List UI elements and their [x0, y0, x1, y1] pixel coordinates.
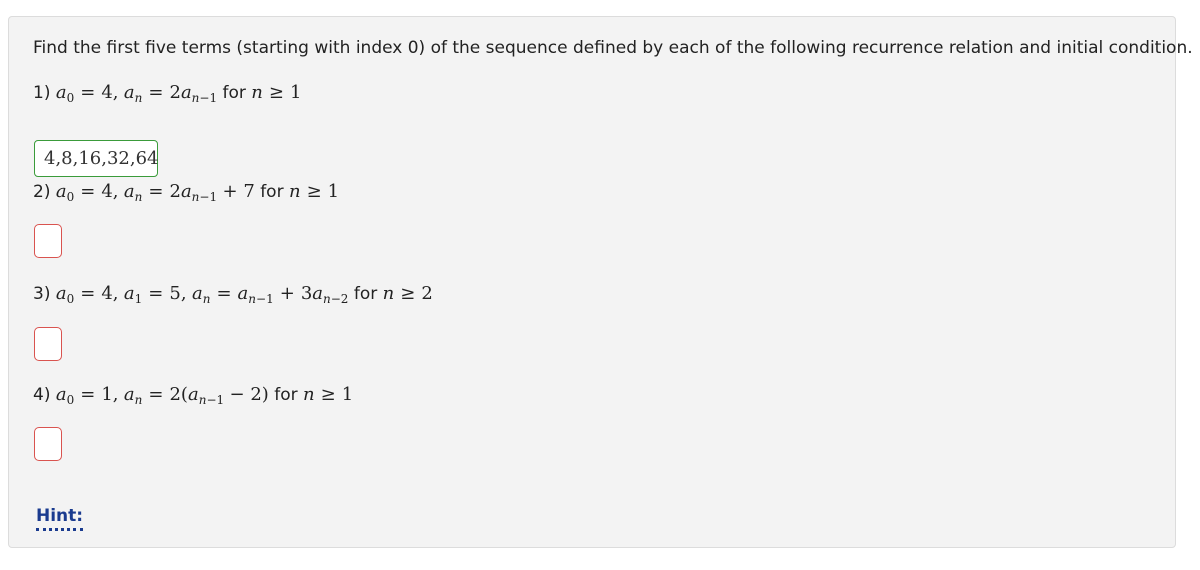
part-4-rule-tail: − 2) [229, 384, 269, 405]
part-4-answer-field[interactable] [34, 427, 62, 461]
intro-text: Find the first five terms (starting with index 0) of the sequence defined by each of the following recurrence relation and initial condition. [33, 38, 1193, 58]
part-2-answer-field[interactable] [34, 224, 62, 258]
question-intro [33, 36, 1193, 60]
part-2-condition: for [260, 182, 284, 202]
part-4-a0: 1 [101, 384, 113, 405]
part-1-label: 1) [33, 83, 51, 103]
part-3-prompt: 3) $a_0 = 4$, $a_1 = 5$, $a_n = a_{n-1} + 3a_{n-2}$ for n ≥ 2 [33, 283, 433, 306]
part-4-condition: for [274, 385, 298, 405]
part-1-condition: for [222, 83, 246, 103]
part-2-prompt: 2) $a_0 = 4$, $a_n = 2a_{n-1} + 7$ for n ≥ 1 [33, 181, 340, 204]
part-3-condition: for [353, 284, 378, 304]
part-2-rule-tail: + 7 [222, 181, 255, 202]
part-3-a0: 4 [101, 283, 113, 304]
part-4-label: 4) [33, 385, 51, 405]
part-1-answer-value: 4,8,16,32,64 [44, 148, 159, 169]
part-2-nstart: 1 [327, 181, 340, 202]
part-1-prompt: 1) $a_0 = 4$, $a_n = 2a_{n-1}$ for n ≥ 1 [33, 82, 302, 105]
part-1-a0: 4 [101, 82, 113, 103]
part-3-answer-field[interactable] [34, 327, 62, 361]
question-panel [8, 16, 1193, 548]
part-4-prompt: 4) $a_0 = 1$, $a_n = 2(a_{n-1} - 2)$ for n ≥ 1 [33, 384, 354, 407]
hint-link[interactable]: Hint: [36, 505, 83, 531]
part-2-a0: 4 [101, 181, 113, 202]
part-3-a1: 5 [169, 283, 181, 304]
part-4-nstart: 1 [341, 384, 354, 405]
part-1-nstart: 1 [289, 82, 302, 103]
part-1-answer-field[interactable] [34, 140, 158, 177]
part-3-nstart: 2 [421, 283, 433, 304]
part-3-label: 3) [33, 284, 51, 304]
part-2-label: 2) [33, 182, 51, 202]
